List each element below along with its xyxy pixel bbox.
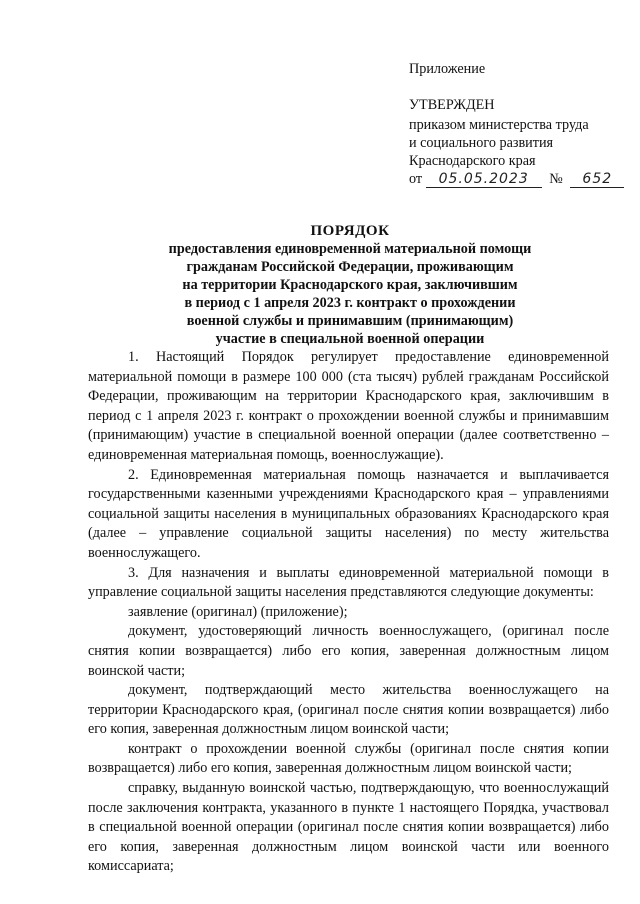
document-title: [100, 222, 600, 348]
handwritten-date: 05.05.2023: [426, 172, 542, 188]
handwritten-order-number: 652: [570, 172, 624, 188]
appendix-label: Приложение: [409, 61, 486, 77]
title-line-3: на территории Краснодарского края, заключившим: [182, 277, 518, 293]
list-item-unit-certificate: справку, выданную воинской частью, подтверждающую, что военнослужащий после заключения контракта, указанного в пункте 1 настоящего Порядка, участвовал в специальной военной операции (оригинал после снятия копии возвращается) либо его копия, заверенная должностным лицом воинской части или военного комиссариата;: [88, 780, 609, 875]
date-prefix: от: [409, 171, 423, 187]
approval-line-1: приказом министерства труда: [409, 117, 589, 133]
title-line-4: в период с 1 апреля 2023 г. контракт о прохождении: [184, 295, 516, 311]
title-line-2: гражданам Российской Федерации, проживающим: [186, 259, 514, 275]
document-body: [88, 348, 609, 877]
number-sign: №: [549, 171, 563, 187]
list-item-residence-document: документ, подтверждающий место жительства военнослужащего на территории Краснодарского края, (оригинал после снятия копии возвращается) либо его копия, заверенная должностным лицом воинской части;: [88, 682, 609, 738]
title-line-6: участие в специальной военной операции: [215, 331, 485, 347]
list-item-application: заявление (оригинал) (приложение);: [128, 603, 348, 620]
title-line-5: военной службы и принимавшим (принимающим): [186, 313, 514, 329]
list-item-service-contract: контракт о прохождении военной службы (оригинал после снятия копии возвращается) либо его копия, заверенная должностным лицом воинской части;: [88, 740, 609, 777]
approval-line-2: и социального развития: [409, 135, 554, 151]
approval-header: [409, 60, 629, 188]
paragraph-2: 2. Единовременная материальная помощь назначается и выплачивается государственными казенными учреждениями Краснодарского края – управлениями социальной защиты населения в муниципальных образованиях Краснодарского края (далее – управление социальной защиты населения) по месту жительства военнослужащего.: [88, 466, 609, 561]
paragraph-3: 3. Для назначения и выплаты единовременной материальной помощи в управление социальной защиты населения представляются следующие документы:: [88, 564, 609, 601]
title-main: ПОРЯДОК: [310, 223, 390, 239]
approved-label: УТВЕРЖДЕН: [409, 97, 495, 113]
paragraph-1: 1. Настоящий Порядок регулирует предоставление единовременной материальной помощи в размере 100 000 (ста тысяч) рублей гражданам Российской Федерации, проживающим на территории Краснодарского края, заключившим в период с 1 апреля 2023 г. контракт о прохождении военной службы и принимавшим (принимающим) участие в специальной военной операции (далее соответственно – единовременная материальная помощь, военнослужащие).: [88, 349, 609, 463]
order-date-row: [409, 170, 629, 188]
approval-line-3: Краснодарского края: [409, 153, 536, 169]
list-item-identity-document: документ, удостоверяющий личность военнослужащего, (оригинал после снятия копии возвращается) либо его копия, заверенная должностным лицом воинской части;: [88, 623, 609, 679]
title-line-1: предоставления единовременной материальной помощи: [168, 241, 532, 257]
